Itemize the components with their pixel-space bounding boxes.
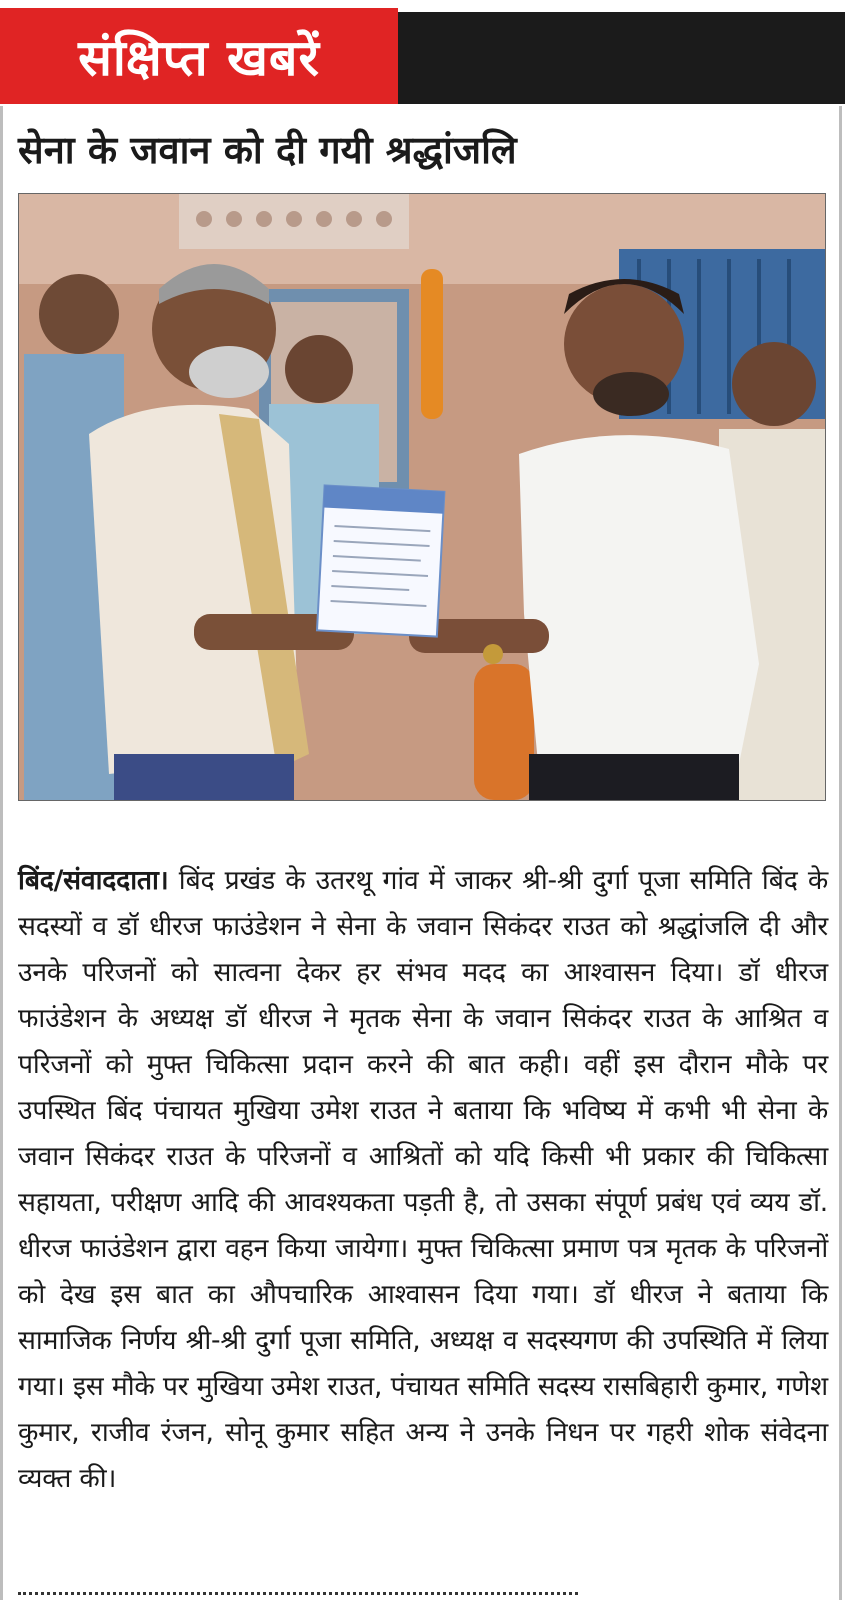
article-body: [18, 858, 828, 1502]
section-title: संक्षिप्त खबरें: [78, 29, 320, 87]
dateline: बिंद/संवाददाता।: [18, 865, 169, 896]
photo-illustration: [19, 194, 825, 800]
story-headline: सेना के जवान को दी गयी श्रद्धांजलि: [18, 128, 517, 172]
section-title-box: [0, 8, 398, 104]
section-masthead: [0, 0, 863, 106]
certificate: [317, 485, 444, 636]
cropped-next-line: [18, 1580, 818, 1600]
news-photo: [18, 193, 826, 801]
marigold-garland: [421, 269, 443, 419]
masthead-black-bar: [398, 12, 845, 104]
article-text: बिंद प्रखंड के उतरथू गांव में जाकर श्री-श्री दुर्गा पूजा समिति बिंद के सदस्यों व डॉ धीरज फाउंडेशन ने सेना के जवान सिकंदर राउत को श्रद्धांजलि दी और उनके परिजनों को सात्वना देकर हर संभव मदद का आश्वासन दिया। डॉ धीरज फाउंडेशन के अध्यक्ष डॉ धीरज ने मृतक सेना के जवान सिकंदर राउत के आश्रित व परिजनों को मुफ्त चिकित्सा प्रदान करने की बात कही। वहीं इस दौरान मौके पर उपस्थित बिंद पंचायत मुखिया उमेश राउत ने बताया कि भविष्य में कभी भी सेना के जवान सिकंदर राउत के परिजनों व आश्रितों को यदि किसी भी प्रकार की चिकित्सा सहायता, परीक्षण आदि की आवश्यकता पड़ती है, तो उसका संपूर्ण प्रबंध एवं व्यय डॉ. धीरज फाउंडेशन द्वारा वहन किया जायेगा। मुफ्त चिकित्सा प्रमाण पत्र मृतक के परिजनों को देख इस बात का औपचारिक आश्वासन दिया गया। डॉ धीरज ने बताया कि सामाजिक निर्णय श्री-श्री दुर्गा पूजा समिति, अध्यक्ष व सदस्यगण की उपस्थिति में लिया गया। इस मौके पर मुखिया उमेश राउत, पंचायत समिति सदस्य रासबिहारी कुमार, गणेश कुमार, राजीव रंजन, सोनू कुमार सहित अन्य ने उनके निधन पर गहरी शोक संवेदना व्यक्त की।: [18, 865, 828, 1494]
right-man-shirt: [519, 435, 759, 774]
